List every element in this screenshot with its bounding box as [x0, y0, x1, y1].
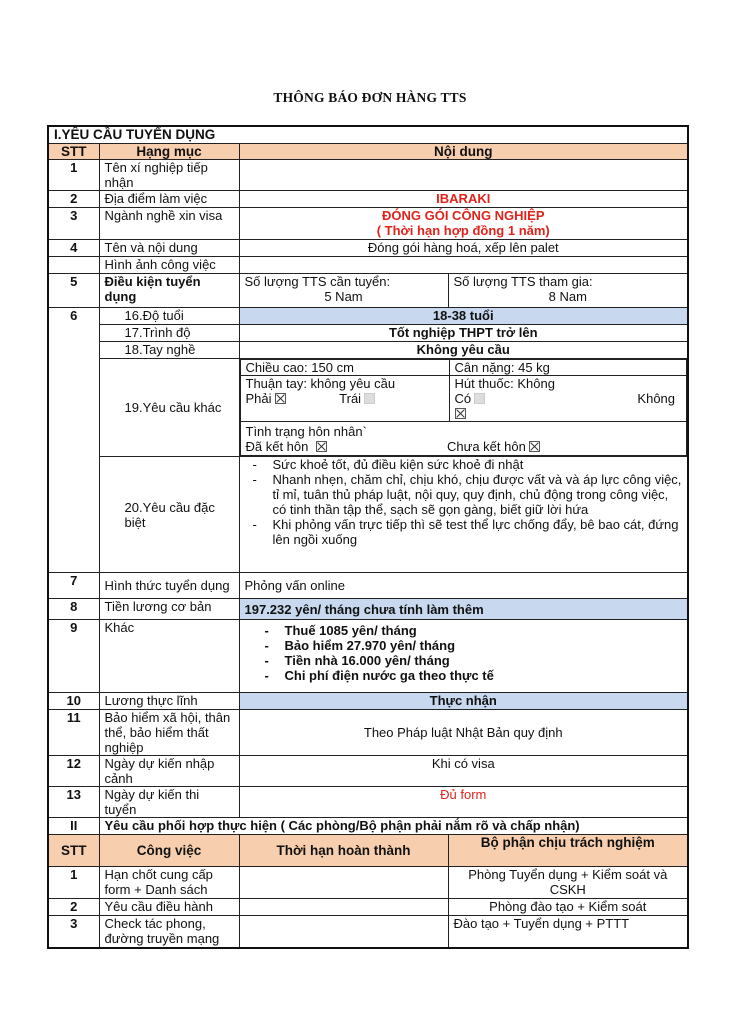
- table-row: 12 Ngày dự kiến nhập cảnh Khi có visa: [48, 756, 688, 787]
- list-item: - Sức khoẻ tốt, đủ điều kiện sức khoẻ đi nhật: [273, 457, 683, 472]
- work-location-value: IBARAKI: [239, 191, 688, 208]
- participant-count: Số lượng TTS tham gia: 8 Nam: [448, 274, 688, 308]
- marital-status: Tình trạng hôn nhân` Đã kết hôn Chưa kết hôn: [240, 422, 687, 456]
- header-row-2: STT Công việc Thời hạn hoàn thành Bộ phận chịu trách nghiệm: [48, 835, 688, 867]
- table-row: 1 Tên xí nghiệp tiếp nhận: [48, 160, 688, 191]
- list-item: - Tiền nhà 16.000 yên/ tháng: [285, 653, 683, 668]
- table-row: 4 Tên và nội dung Đóng gói hàng hoá, xếp lên palet: [48, 240, 688, 257]
- list-item: - Bảo hiểm 27.970 yên/ tháng: [285, 638, 683, 653]
- special-requirements: [239, 457, 688, 573]
- education-value: Tốt nghiệp THPT trở lên: [239, 325, 688, 342]
- document-title: THÔNG BÁO ĐƠN HÀNG TTS: [273, 90, 467, 105]
- table-row: 11 Bảo hiểm xã hội, thân thể, bảo hiểm thất nghiệp Theo Pháp luật Nhật Bản quy định: [48, 710, 688, 756]
- table-row: 2 Địa điểm làm việc IBARAKI: [48, 191, 688, 208]
- age-value: 18-38 tuổi: [239, 308, 688, 325]
- handedness: Thuận tay: không yêu cầu Phải Trái: [240, 376, 449, 422]
- table-row: 3 Check tác phong, đường truyền mạng Đào tạo + Tuyển dụng + PTTT: [48, 916, 688, 948]
- work-image-value: [239, 257, 688, 274]
- table-row: 18.Tay nghề Không yêu cầu: [48, 342, 688, 359]
- height-value: Chiều cao: 150 cm: [240, 360, 449, 376]
- header-stt: STT: [48, 144, 99, 160]
- checkbox-empty-icon: [364, 393, 375, 404]
- checkbox-checked-icon: [529, 441, 540, 452]
- list-item: - Nhanh nhẹn, chăm chỉ, chịu khó, chịu được vất và và áp lực công việc, tỉ mỉ, tuân thủ pháp luật, nội quy, quy định, chủ động trong công việc, có tinh thần tập thể, sạch sẽ gọn gàng, biết giữ lời hứa: [273, 472, 683, 517]
- table-row: 19.Yêu cầu khác Chiều cao: 150 cm Cân nặng: 45 kg Thuận tay: không yêu cầu Phải Trái Hút thuốc: Không Có Không Tình trạng hôn nhân` Đã kết hôn Chưa kết hôn: [48, 359, 688, 457]
- table-row: 17.Trình độ Tốt nghiệp THPT trở lên: [48, 325, 688, 342]
- table-row: 9 Khác - Thuế 1085 yên/ tháng - Bảo hiểm 27.970 yên/ tháng - Tiền nhà 16.000 yên/ tháng - Chi phí điện nước ga theo thực tế: [48, 620, 688, 693]
- section-1-row: [48, 126, 688, 144]
- table-row: 6 16.Độ tuổi 18-38 tuổi: [48, 308, 688, 325]
- section-1-title: I.YÊU CẦU TUYỂN DỤNG: [48, 126, 688, 144]
- checkbox-empty-icon: [474, 393, 485, 404]
- skill-value: Không yêu cầu: [239, 342, 688, 359]
- table-row: Hình ảnh công việc: [48, 257, 688, 274]
- section-2-row: II Yêu cầu phối hợp thực hiện ( Các phòng/Bộ phận phải nắm rõ và chấp nhận): [48, 818, 688, 835]
- header-category: Hạng mục: [99, 144, 239, 160]
- table-row: 13 Ngày dự kiến thi tuyển Đủ form: [48, 787, 688, 818]
- table-row: 7 Hình thức tuyển dụng Phỏng vấn online: [48, 573, 688, 599]
- visa-job-value: ĐÓNG GÓI CÔNG NGHIỆP ( Thời hạn hợp đồng 1 năm): [239, 208, 688, 240]
- table-row: 3 Ngành nghề xin visa ĐÓNG GÓI CÔNG NGHIỆP ( Thời hạn hợp đồng 1 năm): [48, 208, 688, 240]
- other-requirements: [239, 359, 688, 457]
- company-name-value: [239, 160, 688, 191]
- checkbox-checked-icon: [455, 408, 466, 419]
- weight-value: Cân nặng: 45 kg: [449, 360, 687, 376]
- header-row: [48, 144, 688, 160]
- checkbox-checked-icon: [275, 393, 286, 404]
- smoking: Hút thuốc: Không Có Không: [449, 376, 687, 422]
- table-row: 8 Tiền lương cơ bản 197.232 yên/ tháng chưa tính làm thêm: [48, 599, 688, 620]
- checkbox-checked-icon: [316, 441, 327, 452]
- section-2-title: Yêu cầu phối hợp thực hiện ( Các phòng/Bộ phận phải nắm rõ và chấp nhận): [99, 818, 688, 835]
- table-row: 20.Yêu cầu đặc biệt - Sức khoẻ tốt, đủ điều kiện sức khoẻ đi nhật - Nhanh nhẹn, chăm chỉ, chịu khó, chịu được vất và và áp lực công việc, tỉ mỉ, tuân thủ pháp luật, nội quy, quy định, chủ động trong công việc, có tinh thần tập thể, sạch sẽ gọn gàng, biết giữ lời hứa - Khi phỏng vấn trực tiếp thì sẽ test thể lực chống đẩy, bê bao cát, đứng lên ngồi xuống: [48, 457, 688, 573]
- order-table: [47, 125, 689, 949]
- table-row: 1 Hạn chốt cung cấp form + Danh sách Phòng Tuyển dụng + Kiểm soát và CSKH: [48, 867, 688, 899]
- table-row: 10 Lương thực lĩnh Thực nhận: [48, 693, 688, 710]
- list-item: - Thuế 1085 yên/ tháng: [285, 623, 683, 638]
- list-item: - Chi phí điện nước ga theo thực tế: [285, 668, 683, 683]
- base-salary-value: 197.232 yên/ tháng chưa tính làm thêm: [239, 599, 688, 620]
- header-content: Nội dung: [239, 144, 688, 160]
- table-row: 2 Yêu cầu điều hành Phòng đào tạo + Kiểm soát: [48, 899, 688, 916]
- recruit-count: Số lượng TTS cần tuyển: 5 Nam: [239, 274, 448, 308]
- deductions: [239, 620, 688, 693]
- table-row: 5 Điều kiện tuyển dụng Số lượng TTS cần tuyển: 5 Nam Số lượng TTS tham gia: 8 Nam: [48, 274, 688, 308]
- list-item: - Khi phỏng vấn trực tiếp thì sẽ test thể lực chống đẩy, bê bao cát, đứng lên ngồi xuống: [273, 517, 683, 547]
